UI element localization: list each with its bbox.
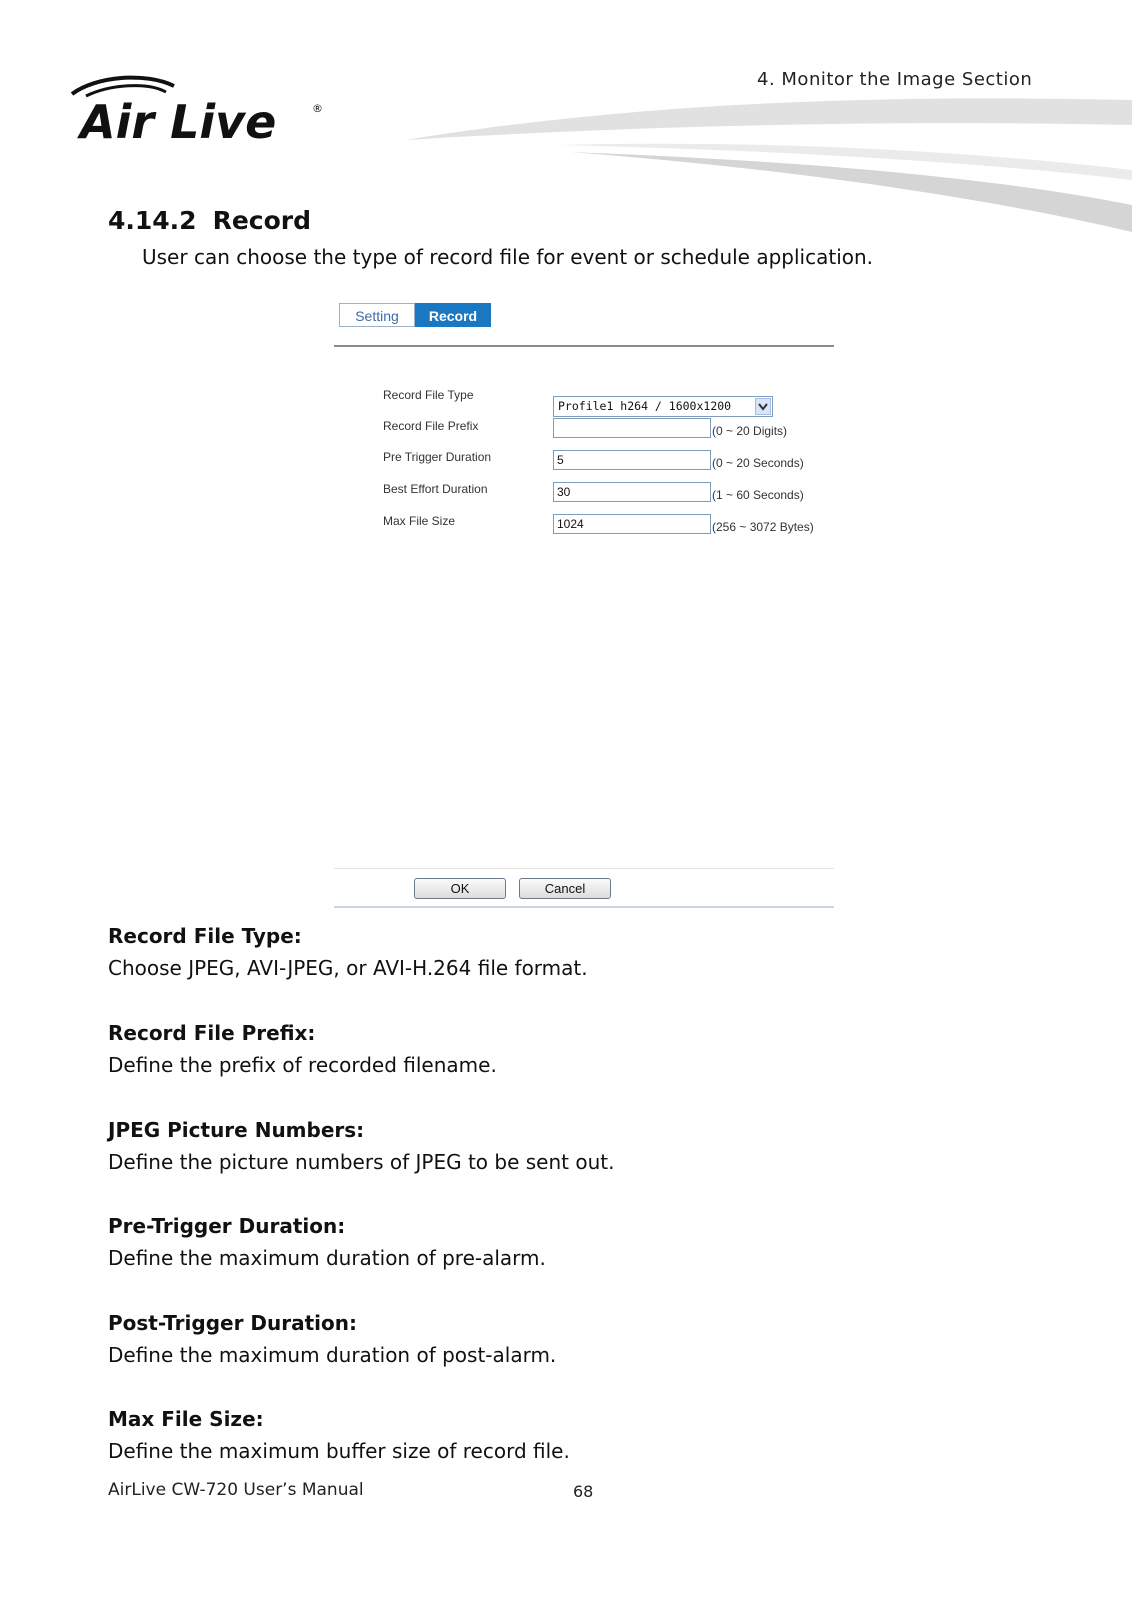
cancel-button[interactable]: Cancel [519, 878, 611, 899]
section-title: Record [212, 206, 312, 235]
pre-trigger-duration-label: Pre Trigger Duration [383, 450, 492, 464]
button-bar-bottom-rule [334, 906, 834, 908]
best-effort-duration-label: Best Effort Duration [383, 482, 488, 496]
pre-trigger-duration-hint: (0 ~ 20 Seconds) [712, 456, 804, 470]
max-file-size-label: Max File Size [383, 514, 456, 528]
best-effort-duration-hint: (1 ~ 60 Seconds) [712, 488, 804, 502]
tab-divider [334, 345, 834, 347]
page-number: 68 [573, 1482, 594, 1501]
record-file-type-label: Record File Type [383, 388, 474, 402]
section-number: 4.14.2 [108, 206, 197, 235]
definition-text: Define the picture numbers of JPEG to be sent out. [108, 1150, 615, 1174]
footer-manual-title: AirLive CW-720 User’s Manual [108, 1480, 364, 1500]
chapter-title: 4. Monitor the Image Section [757, 69, 1033, 90]
definition-title: Post-Trigger Duration: [108, 1311, 358, 1335]
pre-trigger-duration-input[interactable]: 5 [553, 450, 711, 470]
best-effort-duration-input[interactable]: 30 [553, 482, 711, 502]
max-file-size-input[interactable]: 1024 [553, 514, 711, 534]
record-settings-screenshot [334, 303, 834, 908]
chevron-down-icon[interactable] [755, 398, 771, 415]
button-bar-divider [334, 868, 834, 869]
definition-text: Define the prefix of recorded filename. [108, 1053, 497, 1077]
definition-title: JPEG Picture Numbers: [108, 1118, 365, 1142]
definition-title: Record File Prefix: [108, 1021, 316, 1045]
definition-title: Max File Size: [108, 1407, 264, 1431]
tab-record[interactable]: Record [415, 303, 491, 327]
logo-wordmark: Air Live [80, 95, 277, 149]
tab-setting[interactable]: Setting [339, 303, 415, 327]
ok-button[interactable]: OK [414, 878, 506, 899]
section-intro: User can choose the type of record file for event or schedule application. [142, 245, 874, 269]
record-file-type-select[interactable] [553, 396, 773, 417]
airlive-logo [66, 72, 336, 152]
record-file-type-value: Profile1 h264 / 1600x1200 [558, 399, 732, 413]
definition-title: Record File Type: [108, 924, 302, 948]
definition-text: Define the maximum buffer size of record file. [108, 1439, 570, 1463]
section-heading [108, 206, 311, 235]
record-file-prefix-hint: (0 ~ 20 Digits) [712, 424, 788, 438]
definition-title: Pre-Trigger Duration: [108, 1214, 346, 1238]
max-file-size-hint: (256 ~ 3072 Bytes) [712, 520, 814, 534]
record-file-prefix-label: Record File Prefix [383, 419, 479, 433]
record-file-prefix-input[interactable] [553, 418, 711, 438]
svg-text:®: ® [312, 102, 323, 115]
definition-text: Choose JPEG, AVI-JPEG, or AVI-H.264 file format. [108, 956, 588, 980]
definition-text: Define the maximum duration of pre-alarm. [108, 1246, 546, 1270]
definition-text: Define the maximum duration of post-alarm. [108, 1343, 557, 1367]
